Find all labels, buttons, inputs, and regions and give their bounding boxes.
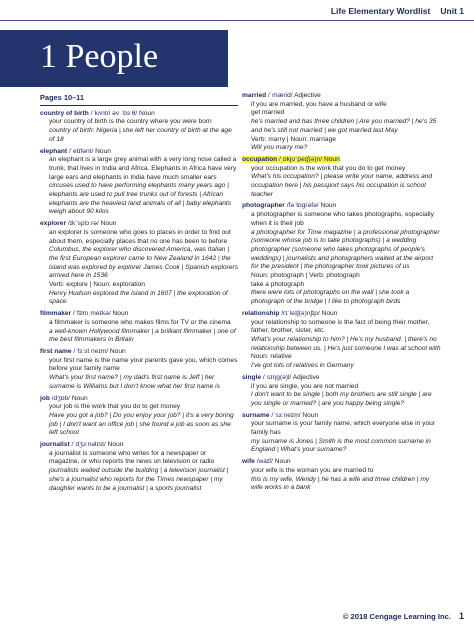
part-of-speech: Noun [323, 155, 340, 163]
pronunciation: /ˈfɜːst neɪm/ [73, 347, 109, 355]
headword: filmmaker [40, 310, 72, 318]
example-text: Have you got a job? | Do you enjoy your job? | it's a very boring job | I don't want an office job | she found a job as soon as she left school [49, 411, 234, 437]
dictionary-entry [242, 374, 442, 409]
running-header [331, 6, 464, 16]
dictionary-entry [40, 110, 238, 145]
definition-text: Noun: relative [251, 353, 292, 361]
part-of-speech: Noun [320, 202, 337, 210]
headword: job [40, 394, 50, 402]
example-text: journalists waited outside the building | a television journalist | she's a journalist who reports for the Times newspaper | my daughter wants to be a journalist | a sports journalist [49, 467, 229, 492]
part-of-speech: Noun [95, 147, 111, 155]
headword: country of birth [40, 109, 89, 117]
pronunciation: /ˈsɪŋɡ(ə)l/ [262, 373, 292, 381]
headword: married [242, 92, 267, 99]
page-title: 1 People [40, 38, 159, 75]
headword: explorer [40, 220, 67, 228]
example-text: What's your first name? | my dad's first name is Jeff | her surname is Williams but I don't know what her first name is [49, 374, 220, 390]
pages-heading: Pages 10–11 [40, 94, 238, 106]
unit-title-band [0, 30, 228, 87]
part-of-speech: Noun [302, 411, 319, 419]
definition-text: an elephant is a large grey animal with a very long nose called a trunk, that lives in India and Africa. Elephants in Africa have very large ears and elephants in India have much smaller ears [49, 156, 237, 181]
example-text: Will you marry me? [251, 144, 308, 152]
example-text: I've got lots of relatives in Germany [251, 362, 354, 370]
pronunciation: /ˈdʒɜːnəlɪst/ [71, 441, 106, 449]
dictionary-entry [40, 395, 238, 439]
definition-text: your occupation is the work that you do to get money [251, 164, 406, 172]
definition-text: get married [251, 109, 285, 117]
pronunciation: /ɪkˈsplɔːrə/ [67, 220, 99, 228]
pronunciation: /ˈelɪfənt/ [68, 147, 94, 155]
entry-headline [242, 156, 442, 165]
headword: journalist [40, 441, 70, 449]
definition-text: take a photograph [251, 280, 305, 288]
definition-text: Verb: explore | Noun: exploration [49, 281, 145, 289]
part-of-speech: Noun [109, 347, 126, 355]
right-entry-list [242, 92, 442, 493]
left-entry-list [40, 110, 238, 494]
right-column [242, 92, 442, 496]
pronunciation: /waɪf/ [256, 458, 273, 466]
pronunciation: /fəˈtɒgrəfə/ [286, 202, 319, 210]
dictionary-entry [242, 458, 442, 493]
entry-headline [242, 310, 442, 319]
definition-text: your wife is the woman you are married to [251, 466, 374, 474]
definition-text: your first name is the name your parents gave you, which comes before your family name [49, 356, 238, 373]
definition-text: a photographer is someone who takes photographs, especially when it is their job [251, 211, 434, 227]
part-of-speech: Noun [100, 220, 117, 228]
part-of-speech: Noun [71, 394, 88, 402]
dictionary-entry [242, 202, 442, 306]
entry-headline [40, 110, 238, 119]
entry-headline [40, 220, 238, 229]
part-of-speech: Noun [274, 458, 291, 466]
dictionary-entry [40, 310, 238, 345]
entry-headline [242, 374, 442, 383]
example-text: circuses used to have performing elephants many years ago | elephants are used to pull tree trunks out of forests | African elephants are the heaviest land animals of all | baby elephants weigh about 90 kilos [49, 182, 232, 216]
entry-headline [40, 148, 238, 157]
pronunciation: /ˈkʌntri əv ˈbɜːθ/ [90, 109, 138, 117]
pronunciation: /dʒɒb/ [51, 394, 70, 402]
dictionary-entry [242, 412, 442, 456]
headword: first name [40, 347, 72, 355]
example-text: a photographer for Time magazine | a professional photographer (someone whose job is to take photographs) | a wedding photographer (someone who takes photographs of people's weddings) | journalists and photographers waited at the airport for the president | the photographer took pictures of us [251, 228, 440, 271]
example-text: there were lots of photographs on the wall | she took a photograph of the bridge | I like to photograph birds [251, 289, 410, 306]
unit-label: Unit 1 [440, 6, 464, 16]
entry-headline [242, 458, 442, 467]
entry-headline [242, 412, 442, 421]
entry-headline [40, 348, 238, 357]
part-of-speech: Adjective [292, 373, 320, 381]
entry-headline [40, 441, 238, 450]
dictionary-entry [242, 92, 442, 153]
headword: occupation [242, 155, 278, 163]
example-text: this is my wife, Wendy | he has a wife and three children | my wife works in a bank [251, 475, 430, 492]
left-column [40, 94, 238, 496]
example-text: country of birth: Nigeria | she left her country of birth at the age of 18 [49, 127, 232, 143]
example-text: Henry Hudson explored the island in 1607 | the exploration of space [49, 289, 228, 306]
pronunciation: /ˌɒkjʊˈpeɪʃ(ə)n/ [279, 155, 323, 163]
definition-text: Verb: marry | Noun: marriage [251, 135, 336, 143]
definition-text: your job is the work that you do to get money [49, 403, 181, 411]
highlighted-headline [242, 156, 340, 163]
definition-text: your country of birth is the country where you were born [49, 118, 212, 126]
dictionary-entry [40, 220, 238, 307]
part-of-speech: Noun [321, 309, 338, 317]
dictionary-entry [242, 310, 442, 371]
header-rule [0, 20, 474, 21]
definition-text: your relationship to someone is the fact of being their mother, father, brother, sister, etc. [251, 318, 430, 335]
headword: photographer [242, 202, 285, 210]
headword: wife [242, 458, 255, 466]
page-footer [343, 611, 464, 621]
example-text: a well-known Hollywood filmmaker | a brilliant filmmaker | one of the best filmmakers in Britain [49, 327, 236, 344]
dictionary-entry [40, 148, 238, 218]
wordlist-title: Life Elementary Wordlist [330, 6, 431, 16]
entry-headline [40, 395, 238, 404]
pronunciation: /rɪˈleɪʃ(ə)nʃɪp/ [281, 309, 320, 317]
example-text: he's married and has three children | Are you married? | he's 35 and he's still not married | we got married last May [251, 118, 437, 134]
headword: elephant [40, 147, 68, 155]
part-of-speech: Noun [107, 441, 124, 449]
definition-text: Noun: photograph | Verb: photograph [251, 272, 360, 280]
example-text: I don't want to be single | both my brothers are still single | are you single or married? | are you happy being single? [251, 391, 432, 407]
part-of-speech: Adjective [294, 92, 321, 99]
pronunciation: /ˈmærid/ [268, 92, 293, 99]
definition-text: a journalist is someone who writes for a newspaper or magazine, or who reports the news on television or radio [49, 449, 215, 466]
headword: single [242, 373, 262, 381]
pronunciation: /ˈsɜːneɪm/ [271, 411, 301, 419]
headword: surname [242, 411, 270, 419]
definition-text: an explorer is someone who goes to places in order to find out about them, especially places that no one has been to before [49, 228, 231, 245]
part-of-speech: Noun [112, 310, 129, 318]
pronunciation: /ˈfɪlmˌmeɪkə/ [73, 310, 111, 318]
dictionary-entry [40, 441, 238, 493]
part-of-speech: Noun [139, 109, 155, 117]
definition-text: a filmmaker is someone who makes films for TV or the cinema [49, 318, 231, 326]
headword: relationship [242, 309, 280, 317]
example-text: my surname is Jones | Smith is the most common surname in England | What's your surname? [251, 437, 431, 454]
copyright: © 2018 Cengage Learning Inc. [342, 612, 451, 621]
dictionary-entry [40, 348, 238, 392]
example-text: What's your relationship to him? | He's my husband. | there's no relationship between us. | He's just someone I was at school with [251, 335, 441, 352]
entry-headline [40, 310, 238, 319]
page-number: 1 [458, 611, 464, 621]
entry-headline [242, 92, 442, 101]
entry-headline [242, 202, 442, 211]
definition-text: if you are married, you have a husband or wife [251, 100, 387, 108]
definition-text: your surname is your family name, which everyone else in your family has [251, 420, 435, 437]
example-text: What's his occupation? | please write your name, address and occupation here | his passport says his occupation is school teacher [251, 173, 433, 198]
definition-text: if you are single, you are not married [251, 382, 359, 390]
dictionary-entry [242, 156, 442, 200]
example-text: Columbus, the explorer who discovered America, was Italian | the first European explorer came to New Zealand in 1642 | the island was explored by explorer James Cook | Spanish explorers arrived here in 1536 [49, 246, 238, 280]
